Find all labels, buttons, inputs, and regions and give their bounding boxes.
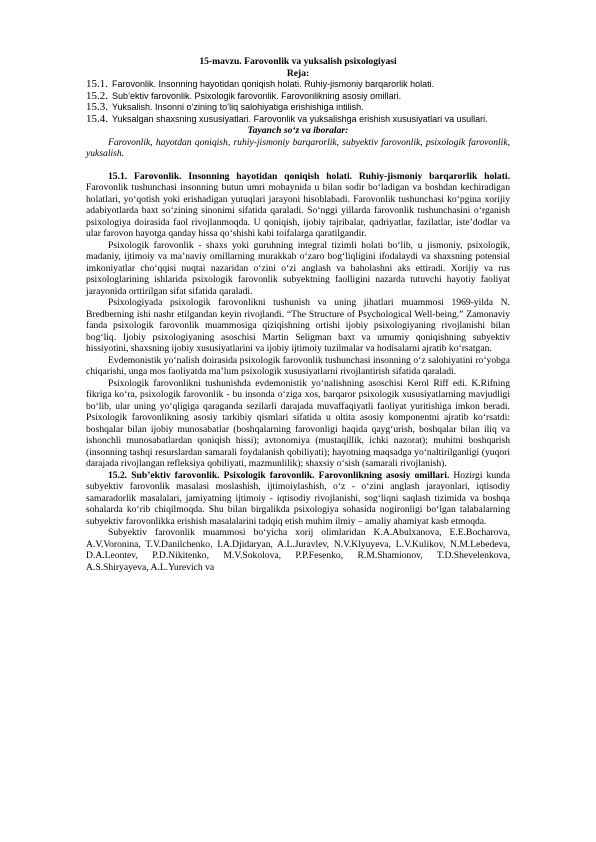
keywords-text: Farovonlik, hayotdan qoniqish, ruhiy-jismoniy barqarorlik, subyektiv farovonlik, psixologik farovonlik, yuksalish. [86,136,510,159]
plan-item-number: 15.2. [86,89,108,102]
body-paragraph [86,171,510,240]
paragraph-text: Subyektiv farovonlik muammosi bo‘yicha xorij olimlaridan K.A.Abulxanova, E.E.Bocharova, A.V.Voronina, T.V.Danilchenko, I.A.Djidaryan, A.L.Juravlev, N.V.Klyuyeva, L.V.Kulikov, N.M.Lebedeva, D.A.Leontev, P.D.Nikitenko, M.V.Sokolova, P.P.Fesenko, R.M.Shamionov, T.D.Shevelenkova, A.S.Shiryayeva, A.L.Yurevich va [86,527,510,573]
plan-item [86,102,510,114]
body-paragraph [86,378,510,470]
section-heading: 15.1. Farovonlik. Insonning hayotidan qoniqish holati. Ruhiy-jismoniy barqarorlik holati. [108,170,510,182]
body-paragraph [86,297,510,355]
body-paragraph [86,240,510,298]
plan-item-number: 15.4. [86,112,108,125]
paragraph-text: Psixologik farovonlikni tushunishda evdemonistik yo‘nalishning asoschisi Kerol Riff edi. K.Rifning fikriga ko‘ra, psixologik farovonlik - bu insonda o‘ziga xos, barqaror psixologik xususiyatlarning mavjudligi bo‘lib, ular uning yo‘qligiga qaraganda sezilarli darajada muvaffaqiyatli faoliyat yuritishiga imkon beradi. Psixologik farovonlikning asosiy tarkibiy qismlari sifatida u oltita asosiy komponentni ajratib ko‘rsatdi: boshqalar bilan ijobiy munosabatlar (boshqalarning farovonligi haqida qayg‘urish, boshqalar bilan iliq va ishonchli munosabatlardan qoniqish hissi); avtonomiya (mustaqillik, ichki nazorat); muhitni boshqarish (insonning tashqi resurslardan samarali foydalanish qobiliyati); hayotning maqsadga yo‘naltirilganligi (yuqori darajada rivojlangan refleksiya qobiliyati, mazmunlilik); shaxsiy o‘sish (samarali rivojlanish). [86,377,510,469]
section-heading: 15.2. Sub’ektiv farovonlik. Psixologik farovonlik. Farovonlikning asosiy omillari. [108,469,450,481]
body-paragraph [86,527,510,573]
plan-item-text: Farovonlik. Insonning hayotidan qoniqish holati. Ruhiy-jismoniy barqarorlik holati. [112,79,435,89]
document-title: 15-mavzu. Farovonlik va yuksalish psixologiyasi [199,56,397,67]
plan-item-text: Yuksalgan shaxsning xususiyatlari. Farovonlik va yuksalishga erishish xususiyatlari va usullari. [112,113,488,124]
paragraph-text: Psixologik farovonlik - shaxs yoki guruhning integral tizimli holati bo‘lib, u jismoniy, psixologik, madaniy, ijtimoiy va ma’naviy omillarning murakkab o‘zaro bog‘liqligini ifodalaydi va shaxsning potensial imkoniyatlar cho‘qqisi nuqtai nazaridan o‘zini o‘zi anglash va baholashni aks ettiradi. Xorijiy va rus psixologlarining ishlarida psixologik farovonlik subyektning faolligini nazarda tutuvchi hayotiy faoliyat jarayonida orttirilgan sifat sifatida qaraladi. [86,239,510,297]
document-page [86,56,510,573]
plan-item-text: Sub’ektiv farovonlik. Psixologik farovonlik. Farovonlikning asosiy omillari. [112,90,402,101]
plan-item [86,114,510,126]
paragraph-text: Psixologiyada psixologik farovonlikni tushunish va uning jihatlari muammosi 1969-yilda N. Bredberning ishi nashr etilgandan keyin rivojlandi. “The Structure of Psychological Well-being.” Zamonaviy fanda psixologik farovonlik muammosiga qiziqishning ortishi ijobiy psixologiyaning rivojlanishi bilan bog‘liq. Ijobiy psixologiyaning asoschisi Martin Seligman baxt va umumiy qoniqishning subyektiv hissiyotini, shaxsning ijobiy xususiyatlarini va ijobiy ijtimoiy tuzilmalar va hodisalarni ajratib ko‘rsatgan. [86,297,510,354]
plan-item-number: 15.3. [86,101,108,113]
plan-list [86,79,510,125]
plan-item [86,91,510,103]
plan-item-number: 15.1. [86,78,108,90]
body-paragraph [86,355,510,378]
keywords-heading: Tayanch so‘z va iboralar: [247,125,349,136]
plan-item-text: Yuksalish. Insonni o‘zining to‘liq salohiyatiga erishishiga intilish. [112,102,364,112]
paragraph-text: Evdemonistik yo‘nalish doirasida psixologik farovonlik tushunchasi insonning o‘z salohiyatini ro‘yobga chiqarishi, unga mos faoliyatda ma’lum psixologik xususiyatlarni rivojlantirish sifatida qaraladi. [86,354,510,377]
body-paragraph [86,470,510,528]
paragraph-text: Hozirgi kunda subyektiv farovonlik masalasi moslashish, ijtimoiylashish, o‘z - o‘zini anglash jarayonlari, iqtisodiy samaradorlik masalalari, jamiyatning ijtimoiy - iqtisodiy rivojlanishi, sog‘liqni saqlash tizimida va boshqa sohalarda ko‘rib chiqilmoqda. Shu bilan birgalikda psixologiya sohasida nogironligi bo‘lgan talabalarning subyektiv farovonlikka erishish masalalarini tadqiq etish muhim ilmiy – amaliy ahamiyat kasb etmoqda. [86,469,510,527]
spacer [86,160,510,171]
plan-heading: Reja: [286,67,310,79]
plan-item [86,79,510,91]
paragraph-text: Farovonlik tushunchasi insonning butun umri mobaynida u bilan sodir bo‘ladigan va boshdan kechiradigan holatlari, yo‘qotish yoki erishadigan yutuqlari jarayoni hisoblabadi. Farovonlik tushunchasi ko‘pgina xorijiy adabiyotlarda baxt so‘zining sinonimi sifatida qaraladi. So‘nggi yillarda farovonlik tushunchasini o‘rganish psixologiya doirasida faol rivojlanmoqda. U qoniqish, ijobiy tajribalar, qadriyatlar, fazilatlar, iste’dodlar va ular farovon hayotga qanday hissa qo‘shishi kabi toifalarga qaratilgandir. [86,182,510,239]
